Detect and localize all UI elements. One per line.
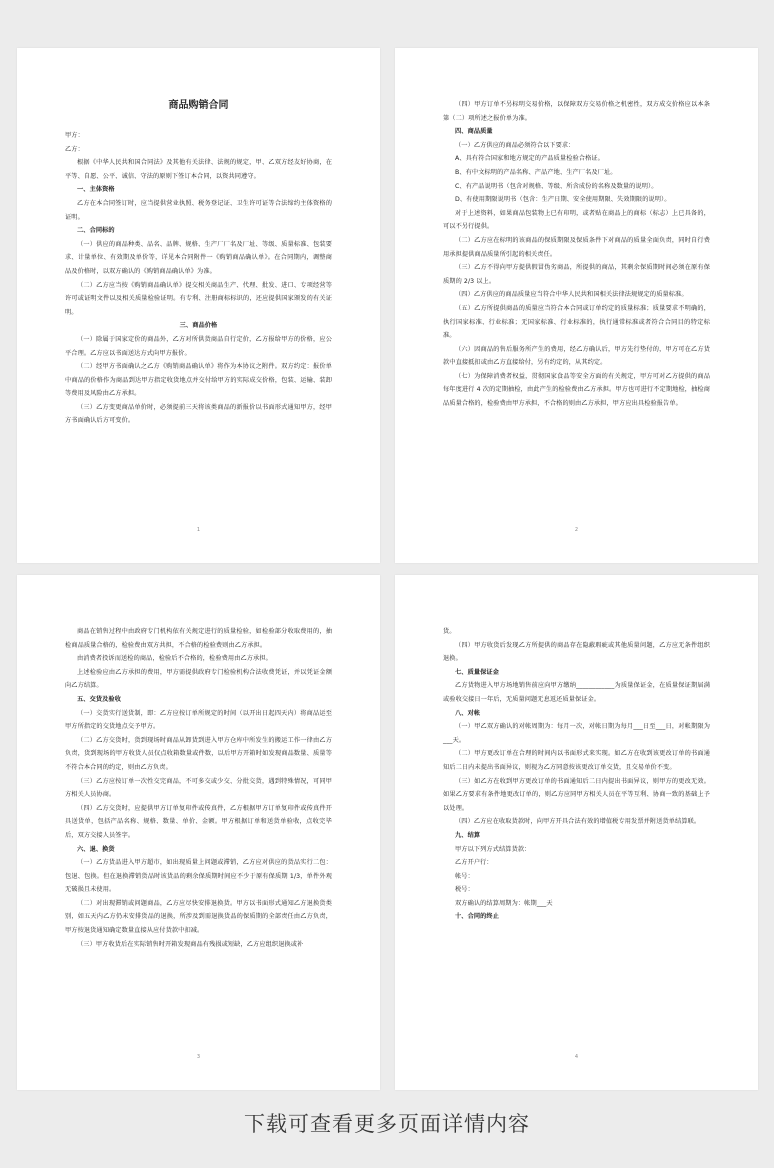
paragraph: （三）如乙方在收到甲方更改订单的书面通知后二日内提出书面异议，则甲方的更改无效。如果乙方要求有条件地更改订单的，则乙方应同甲方相关人员在平等互利、协商一致的基础上予以处理。 bbox=[443, 777, 710, 812]
section-heading: 二、合同标的 bbox=[77, 227, 115, 235]
paragraph: （一）供应的商品种类、品名、品牌、规格、生产厂厂名及厂址、等级、质量标准、包装要求、计量单位、有效期及单价等，详见本合同附件一《购销商品确认单》。在合同期内，调整商品及价格时，以双方确认的《购销商品确认单》为准。 bbox=[65, 240, 332, 275]
paragraph: 由消费者投诉而送检的商品，检验后不合格的，检验费用由乙方承担。 bbox=[77, 655, 272, 663]
paragraph: （二）经甲方书面确认之乙方《购销商品确认单》将作为本协议之附件。双方约定：报价单中商品的价格作为商品到达甲方指定收货地点并交付给甲方的实际成交价格，包装、运输、装卸等费用及风险由乙方承担。 bbox=[65, 363, 332, 398]
paragraph: （一）乙方货品进入甲方超市，如出现质量上问题或滞销，乙方应对供应的货品实行二包：包退、包换。但在退换滞销货品时该货品的剩余保质期时间应不少于原有保质期 1/3，单件外观无破损且未使用。 bbox=[65, 859, 332, 894]
page-content bbox=[65, 96, 332, 428]
paragraph: （三）乙方不得向甲方提供假冒伪劣商品，所提供的商品，其剩余保质期时间必须在原有保质期的 2/3 以上。 bbox=[443, 264, 710, 285]
paragraph: （五）乙方所提供商品的质量应当符合本合同或订单约定的质量标准；质量要求不明确的，执行国家标准、行业标准；无国家标准、行业标准的，执行通常标准或者符合合同目的特定标准。 bbox=[443, 304, 710, 340]
paragraph: （六）因商品的售后服务所产生的费用，经乙方确认后，甲方先行垫付的，甲方可在乙方货款中直接抵扣或由乙方直接给付，另有约定的，从其约定。 bbox=[443, 345, 710, 367]
paragraph: （二）乙方应在标明的该商品的保质期限及保质条件下对商品的质量全面负责，同时自行费用承担提供商品质量所引起的相关责任。 bbox=[443, 236, 710, 258]
section-heading: 一、主体资格 bbox=[77, 186, 115, 194]
paragraph: （七）为保障消费者权益，贯彻国家食品等安全方面的有关规定，甲方可对乙方提供的商品每年度进行 4 次的定期抽检，由此产生的检验费由乙方承担。甲方也可进行不定期地检，抽检商品质量合格的，检验费由甲方承担，不合格的则由乙方承担，甲方应出具检验报告单。 bbox=[443, 372, 710, 408]
paragraph: 甲方以下列方式结算货款： bbox=[455, 845, 531, 853]
page-number: 2 bbox=[574, 527, 579, 533]
paragraph: （四）乙方应在收取货款时，向甲方开具合法有效的增值税专用发票并附送货单结算联。 bbox=[455, 818, 701, 826]
section-heading: 六、退、换货 bbox=[77, 845, 115, 853]
page-content bbox=[443, 98, 710, 411]
paragraph: D、有使用期限说明书（包含：生产日期、安全使用期限、失效期限的说明）。 bbox=[455, 196, 671, 204]
page-content bbox=[65, 625, 332, 951]
section-heading: 七、质量保证金 bbox=[455, 668, 500, 676]
page-content bbox=[443, 625, 710, 924]
paragraph: 双方确认的结算周期为：帐期___天 bbox=[455, 899, 553, 907]
paragraph: （四）乙方交货时，应提供甲方订单复印件或传真件，乙方根据甲方订单复印件或传真件开具送货单，包括产品名称、规格、数量、单价、金额。甲方根据订单和送货单验收，点收完毕后，双方交接人员签字。 bbox=[65, 804, 332, 839]
paragraph: （一）交货实行送货制，即：乙方应按订单所规定的时间（以开出日起四天内）将商品运至甲方所指定的交货地点交予甲方。 bbox=[65, 709, 332, 731]
section-heading: 五、交货及验收 bbox=[77, 695, 122, 703]
paragraph: 帐号： bbox=[455, 872, 474, 880]
page-number: 1 bbox=[196, 527, 201, 533]
document-page-3 bbox=[17, 575, 380, 1090]
paragraph: （三）甲方收货后在实际销售时开箱发现商品有残损或短缺，乙方应组织退换或补 bbox=[77, 940, 304, 948]
paragraph: 货。 bbox=[443, 628, 456, 635]
paragraph: 对于上述资料，如果商品包装物上已有印明，或者贴在商品上的商标（标志）上已具备的，可以不另行提供。 bbox=[443, 209, 710, 231]
download-more-link[interactable]: 下载可查看更多页面详情内容 bbox=[244, 1112, 530, 1136]
paragraph: 乙方在本合同签订时，应当提供营业执照、税务登记证、卫生许可证等合法缔约主体资格的证明。 bbox=[65, 199, 332, 221]
paragraph: （三）乙方应按订单一次性交完商品，不可多交或少交、分批交货，遇到特殊情况，可同甲方相关人员协商。 bbox=[65, 777, 332, 799]
document-page-1 bbox=[17, 48, 380, 563]
section-heading: 三、商品价格 bbox=[179, 322, 218, 330]
paragraph: 商品在销售过程中由政府专门机构依有关规定进行的质量检验，如检验部分收取费用的，抽检商品质量合格的，检验费由双方共担，不合格的检验费则由乙方承担。 bbox=[65, 628, 332, 649]
paragraph: 上述检验应由乙方承担的费用，甲方需提供政府专门检验机构合法收费凭证，并以凭证金额向乙方结算。 bbox=[65, 668, 332, 690]
section-heading: 十、合同的终止 bbox=[455, 913, 500, 921]
paragraph: A、具有符合国家和地方规定的产品质量检验合格证。 bbox=[455, 155, 604, 163]
paragraph: B、有中文标明的产品名称、产品产地、生产厂名及厂址。 bbox=[455, 168, 617, 176]
paragraph: （一）乙方供应的商品必须符合以下要求： bbox=[455, 141, 575, 149]
paragraph: （二）对出现滞销或问题商品，乙方应尽快安排退换货。甲方以书面形式通知乙方退换货类别，如五天内乙方仍未安排货品的退换，所涉及到需退换货品的保质期的全部责任由乙方负责，甲方按退货通知确定数量直接从应付货款中扣减。 bbox=[65, 899, 332, 935]
paragraph: （三）乙方变更商品单价时，必须提前三天将该类商品的新报价以书面形式通知甲方，经甲方书面确认后方可变价。 bbox=[65, 403, 332, 425]
section-heading: 四、商品质量 bbox=[455, 128, 493, 136]
paragraph: 税号： bbox=[455, 886, 474, 894]
paragraph: C、有产品说明书（包含对规格、等级、所含成份的名称及数量的说明）。 bbox=[455, 182, 658, 190]
paragraph: （四）甲方订单不另标明交易价格，以保障双方交易价格之机密性，双方成交价格应以本条第（二）项所述之报价单为准。 bbox=[443, 101, 710, 122]
paragraph: （二）乙方交货时，货到现场时商品从卸货到进入甲方仓库中所发生的搬运工作一律由乙方负责，货到现场的甲方收货人员仅点收箱数量或件数，以后甲方开箱时如发现商品数量、质量等不符合本合同的约定，则由乙方负责。 bbox=[65, 736, 332, 771]
page-number: 4 bbox=[574, 1054, 579, 1060]
paragraph: （一）除属于国家定价的商品外，乙方对所供货商品自行定价，乙方报给甲方的价格，应公平合理。乙方应以书面送达方式向甲方报价。 bbox=[65, 335, 332, 357]
paragraph: （二）乙方应当按《购销商品确认单》提交相关商品生产、代理、批发、进口、专项经营等许可或证明文件以及相关质量检验证明。有专利、注册商标标识的，还应提供国家颁发的有关证明。 bbox=[65, 281, 332, 316]
paragraph: （四）乙方供应的商品质量应当符合中华人民共和国相关法律法规规定的质量标准。 bbox=[455, 291, 688, 299]
paragraph: （一）甲乙双方确认的对帐周期为：每月一次，对帐日期为每月___日至___日，对帐期限为___天。 bbox=[443, 723, 710, 744]
section-heading: 九、结算 bbox=[455, 831, 481, 839]
party-field: 甲方： bbox=[65, 132, 84, 139]
paragraph: 乙方开户行： bbox=[455, 859, 493, 867]
paragraph: 根据《中华人民共和国合同法》及其他有关法律、法规的规定，甲、乙双方经友好协商，在平等、自愿、公平、诚信、守法的原则下签订本合同，以资共同遵守。 bbox=[65, 159, 332, 180]
party-field: 乙方： bbox=[65, 145, 84, 153]
paragraph: （二）甲方更改订单在合理的时间内以书面形式来实现。如乙方在收到该更改订单的书面通知后二日内未提出书面异议，则视为乙方同意按该更改订单交货，且交易单价不变。 bbox=[443, 750, 710, 771]
paragraph: （四）甲方收货后发现乙方所提供的商品存在隐蔽瑕疵或其他质量问题，乙方应无条件组织退换。 bbox=[443, 641, 710, 663]
document-page-2 bbox=[395, 48, 758, 563]
page-number: 3 bbox=[196, 1054, 201, 1060]
section-heading: 八、对帐 bbox=[455, 709, 481, 717]
document-title: 商品购销合同 bbox=[168, 100, 229, 111]
paragraph: 乙方货物进入甲方场地销售前应向甲方缴纳____________为质量保证金，在质量保证期届满或验收交接日一年后，无质量问题无息返还质量保证金。 bbox=[443, 682, 710, 703]
document-page-4 bbox=[395, 575, 758, 1090]
